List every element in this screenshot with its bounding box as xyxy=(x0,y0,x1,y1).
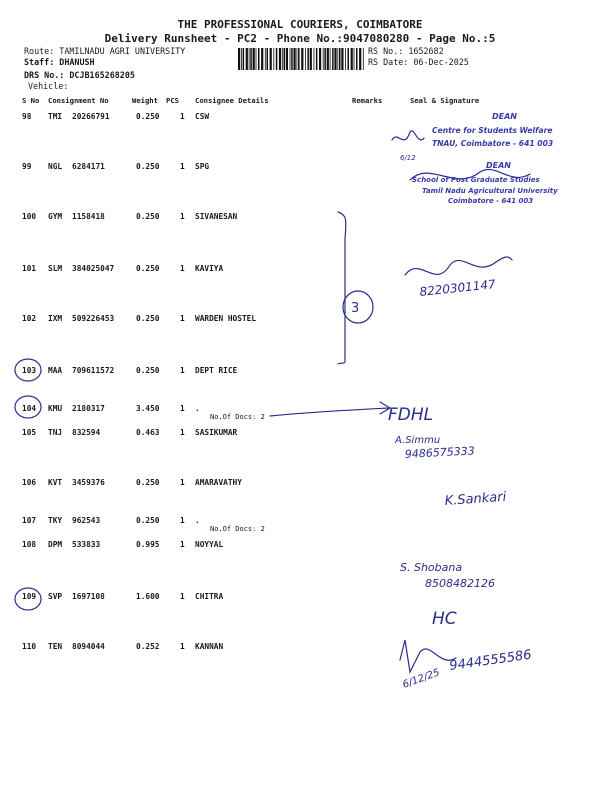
consignee-cell: CHITRA xyxy=(195,592,224,601)
route-code-cell: TEN xyxy=(48,642,63,651)
consignment-number-cell: 1158418 xyxy=(72,212,105,221)
rs-date: RS Date: 06-Dec-2025 xyxy=(368,57,469,67)
stamp2-line3: Coimbatore - 641 003 xyxy=(448,197,534,205)
col-remarks: Remarks xyxy=(352,96,383,105)
sno-cell: 100 xyxy=(22,212,37,221)
weight-cell: 3.450 xyxy=(136,404,160,413)
route-code-cell: TNJ xyxy=(48,428,63,437)
bracket-mark xyxy=(338,212,346,364)
stamp2-line2: Tamil Nadu Agricultural University xyxy=(422,187,558,195)
pcs-cell: 1 xyxy=(180,112,185,121)
vehicle-label: Vehicle: xyxy=(28,81,69,91)
col-consignment: Consignment No xyxy=(48,96,109,105)
consignment-number-cell: 709611572 xyxy=(72,366,115,375)
circle-mark-109 xyxy=(15,588,41,610)
hw-phone-108: 8508482126 xyxy=(425,577,495,590)
consignee-cell: . xyxy=(195,516,200,525)
pcs-cell: 1 xyxy=(180,264,185,273)
consignment-number-cell: 3459376 xyxy=(72,478,105,487)
sno-cell: 99 xyxy=(22,162,32,171)
hw-name-106: K.Sankari xyxy=(444,489,507,509)
circle-mark-103 xyxy=(15,359,41,381)
weight-cell: 0.995 xyxy=(136,540,160,549)
stamp-dean-line1: Centre for Students Welfare xyxy=(432,126,553,135)
sno-cell: 109 xyxy=(22,592,37,601)
pcs-cell: 1 xyxy=(180,592,185,601)
col-seal-signature: Seal & Signature xyxy=(410,96,480,105)
consignee-cell: KAVIYA xyxy=(195,264,224,273)
route-code-cell: IXM xyxy=(48,314,63,323)
hw-phone-110: 9444555586 xyxy=(448,647,533,674)
stamp-dean-title: DEAN xyxy=(492,112,517,121)
hw-name-108: S. Shobana xyxy=(400,561,463,574)
consignee-cell: WARDEN HOSTEL xyxy=(195,314,257,323)
hw-hc: HC xyxy=(432,609,457,629)
pcs-cell: 1 xyxy=(180,212,185,221)
weight-cell: 0.250 xyxy=(136,314,160,323)
weight-cell: 0.250 xyxy=(136,112,160,121)
signature-98 xyxy=(392,131,424,140)
pcs-cell: 1 xyxy=(180,642,185,651)
weight-cell: 0.250 xyxy=(136,162,160,171)
hw-date-110: 6/12/25 xyxy=(401,667,442,691)
route-code-cell: KVT xyxy=(48,478,63,487)
route-code-cell: KMU xyxy=(48,404,63,413)
weight-cell: 0.250 xyxy=(136,366,160,375)
sno-cell: 98 xyxy=(22,112,32,121)
consignee-cell: SIVANESAN xyxy=(195,212,238,221)
weight-cell: 0.252 xyxy=(136,642,160,651)
route-code-cell: MAA xyxy=(48,366,63,375)
stamp2-dean-title: DEAN xyxy=(486,161,511,170)
stamp2-line1: School of Post Graduate Studies xyxy=(412,176,540,184)
drs-label: DRS No.: DCJB165268205 xyxy=(24,70,135,80)
runsheet-subtitle: Delivery Runsheet - PC2 - Phone No.:9047080280 - Page No.:5 xyxy=(104,32,496,45)
consignee-cell: SPG xyxy=(195,162,210,171)
pcs-cell: 1 xyxy=(180,478,185,487)
col-weight: Weight xyxy=(132,96,158,105)
consignment-number-cell: 8094044 xyxy=(72,642,105,651)
hw-phone-101: 8220301147 xyxy=(418,277,497,299)
weight-cell: 0.250 xyxy=(136,516,160,525)
pcs-cell: 1 xyxy=(180,404,185,413)
consignment-number-cell: 384025047 xyxy=(72,264,115,273)
staff-label: Staff: DHANUSH xyxy=(24,57,95,67)
consignment-number-cell: 832594 xyxy=(72,428,101,437)
pcs-cell: 1 xyxy=(180,366,185,375)
signature-101 xyxy=(405,257,512,275)
consignee-cell: . xyxy=(195,404,200,413)
company-title: THE PROFESSIONAL COURIERS, COIMBATORE xyxy=(177,18,423,31)
consignee-cell: SASIKUMAR xyxy=(195,428,238,437)
consignee-cell: KANNAN xyxy=(195,642,224,651)
route-code-cell: NGL xyxy=(48,162,63,171)
pcs-cell: 1 xyxy=(180,516,185,525)
route-code-cell: SLM xyxy=(48,264,63,273)
consignment-number-cell: 20266791 xyxy=(72,112,110,121)
arrow-mark xyxy=(270,402,390,416)
stamp-dean-line2: TNAU, Coimbatore - 641 003 xyxy=(432,139,554,148)
sno-cell: 103 xyxy=(22,366,37,375)
weight-cell: 0.250 xyxy=(136,212,160,221)
hw-fdhl: FDHL xyxy=(388,405,434,425)
route-label: Route: TAMILNADU AGRI UNIVERSITY xyxy=(24,46,186,56)
hw-phone-105: 9486575333 xyxy=(404,444,476,461)
docs-count-note: No.Of Docs: 2 xyxy=(210,525,265,533)
pcs-cell: 1 xyxy=(180,314,185,323)
hw-date-98: 6/12 xyxy=(400,154,416,162)
consignee-cell: DEPT RICE xyxy=(195,366,238,375)
consignee-cell: NOYYAL xyxy=(195,540,224,549)
signature-110 xyxy=(400,640,456,672)
sno-cell: 102 xyxy=(22,314,37,323)
route-code-cell: GYM xyxy=(48,212,63,221)
sno-cell: 110 xyxy=(22,642,37,651)
weight-cell: 0.463 xyxy=(136,428,160,437)
pcs-cell: 1 xyxy=(180,428,185,437)
route-code-cell: TKY xyxy=(48,516,63,525)
sno-cell: 104 xyxy=(22,404,37,413)
docs-count-note: No.Of Docs: 2 xyxy=(210,413,265,421)
col-sno: S No xyxy=(22,96,40,105)
route-code-cell: TMI xyxy=(48,112,63,121)
consignment-number-cell: 533833 xyxy=(72,540,101,549)
consignment-number-cell: 2180317 xyxy=(72,404,105,413)
consignee-cell: CSW xyxy=(195,112,210,121)
sno-cell: 105 xyxy=(22,428,37,437)
route-code-cell: SVP xyxy=(48,592,63,601)
consignment-number-cell: 509226453 xyxy=(72,314,115,323)
route-code-cell: DPM xyxy=(48,540,63,549)
consignee-cell: AMARAVATHY xyxy=(195,478,242,487)
consignment-number-cell: 962543 xyxy=(72,516,101,525)
hw-name-105: A.Simmu xyxy=(395,435,441,446)
sno-cell: 108 xyxy=(22,540,37,549)
weight-cell: 0.250 xyxy=(136,264,160,273)
col-consignee: Consignee Details xyxy=(195,96,269,105)
weight-cell: 0.250 xyxy=(136,478,160,487)
col-pcs: PCS xyxy=(166,96,179,105)
pcs-cell: 1 xyxy=(180,162,185,171)
hw-count: 3 xyxy=(351,301,360,316)
circle-mark-104 xyxy=(15,396,41,418)
sno-cell: 106 xyxy=(22,478,37,487)
weight-cell: 1.600 xyxy=(136,592,160,601)
sno-cell: 107 xyxy=(22,516,37,525)
rs-number: RS No.: 1652682 xyxy=(368,46,444,56)
pcs-cell: 1 xyxy=(180,540,185,549)
sno-cell: 101 xyxy=(22,264,37,273)
consignment-number-cell: 6284171 xyxy=(72,162,105,171)
consignment-number-cell: 1697108 xyxy=(72,592,105,601)
